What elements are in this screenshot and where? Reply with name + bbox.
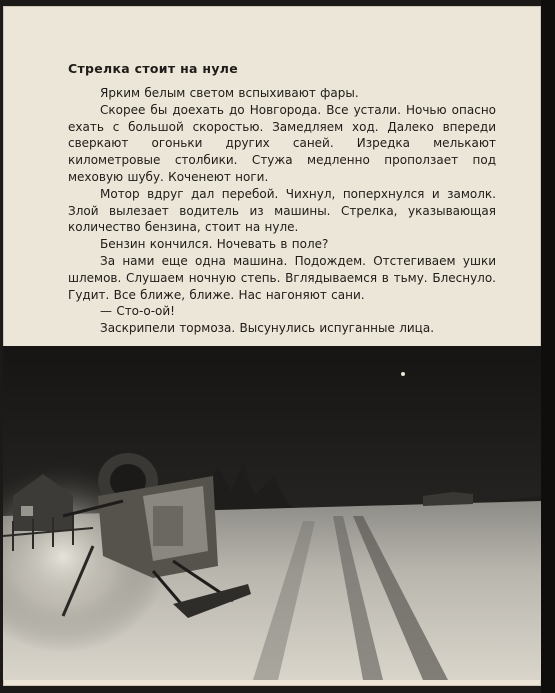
paragraph-5: За нами еще одна машина. Подождем. Отстегиваем ушки шлемов. Слушаем ночную степь. Вглядываемся в тьму. Блеснуло. Гудит. Все ближе, ближе. Нас нагоняют сани.: [68, 253, 496, 302]
book-spine-shadow: [541, 0, 555, 693]
paragraph-1: Ярким белым светом вспыхивают фары.: [100, 86, 359, 100]
night-photo: [3, 346, 541, 680]
chapter-heading: Стрелка стоит на нуле: [68, 61, 239, 76]
paragraph-7: Заскрипели тормоза. Высунулись испуганные лица.: [100, 321, 435, 336]
paragraph-2: Скорее бы доехать до Новгорода. Все устали. Ночью опасно ехать с большой скоростью. Замедляем ход. Далеко впереди сверкают огоньки других саней. Изредка мелькают километровые столбики. Стужа медленно проползает под меховую шубу. Коченеют ноги.: [68, 102, 496, 184]
paragraph-3: Мотор вдруг дал перебой. Чихнул, поперхнулся и замолк. Злой вылезает водитель из машины. Стрелка, указывающая количество бензина, стоит на нуле.: [68, 186, 496, 235]
distant-light: [401, 372, 405, 376]
paragraph-4: Бензин кончился. Ночевать в поле?: [100, 237, 329, 252]
text-column: [68, 61, 496, 337]
photo-illustration: [3, 346, 541, 680]
paragraph-6: — Сто-о-ой!: [100, 304, 175, 319]
